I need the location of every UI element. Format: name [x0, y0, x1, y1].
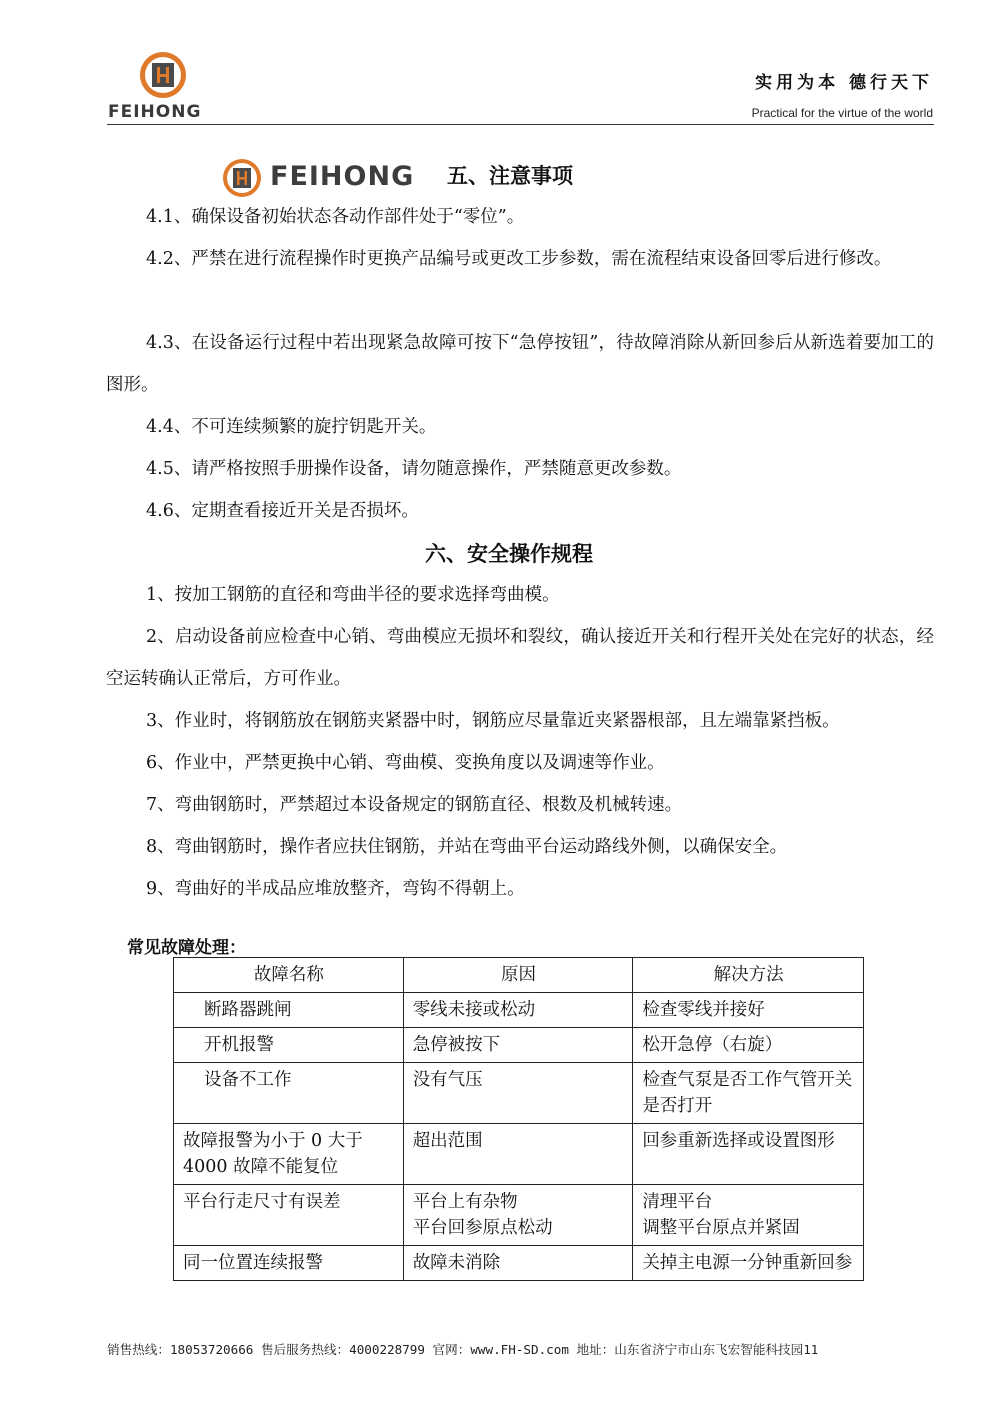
table-row: [174, 1063, 864, 1124]
section-6-item: 7、弯曲钢筋时，严禁超过本设备规定的钢筋直径、根数及机械转速。: [146, 795, 683, 815]
fault-table: [173, 957, 864, 1281]
table-row: [174, 1028, 864, 1063]
table-cell: 超出范围: [403, 1124, 633, 1185]
company-logo: [108, 48, 220, 124]
table-cell: 故障报警为小于 0 大于 4000 故障不能复位: [174, 1124, 404, 1185]
table-cell: 关掉主电源一分钟重新回参: [633, 1246, 864, 1281]
table-cell: 回参重新选择或设置图形: [633, 1124, 864, 1185]
table-cell: 平台上有杂物 平台回参原点松动: [403, 1185, 633, 1246]
fault-table-title: 常见故障处理：: [127, 938, 246, 958]
table-row: [174, 1124, 864, 1185]
table-cell: 松开急停（右旋）: [633, 1028, 864, 1063]
table-cell: 同一位置连续报警: [174, 1246, 404, 1281]
section-6-item: 8、弯曲钢筋时，操作者应扶住钢筋，并站在弯曲平台运动路线外侧，以确保安全。: [146, 837, 788, 857]
sales-hotline: 销售热线：18053720666: [107, 1342, 254, 1357]
table-cell: 故障未消除: [403, 1246, 633, 1281]
feihong-emblem-icon: [138, 50, 188, 100]
table-cell: 零线未接或松动: [403, 993, 633, 1028]
watermark-logo: [222, 158, 462, 198]
section-6-title: 六、安全操作规程: [425, 541, 593, 566]
section-5-item: 4.6、定期查看接近开关是否损坏。: [146, 501, 419, 521]
table-row: [174, 1185, 864, 1246]
section-6-item: 9、弯曲好的半成品应堆放整齐，弯钩不得朝上。: [146, 879, 525, 899]
table-cell: 清理平台 调整平台原点并紧固: [633, 1185, 864, 1246]
slogan-chinese: 实用为本 德行天下: [755, 73, 933, 93]
section-6-item: 2、启动设备前应检查中心销、弯曲模应无损坏和裂纹，确认接近开关和行程开关处在完好的状态，经空运转确认正常后，方可作业。: [106, 627, 934, 689]
table-row: [174, 1246, 864, 1281]
section-5-item: 4.3、在设备运行过程中若出现紧急故障可按下“急停按钮”，待故障消除从新回参后从新选着要加工的图形。: [106, 333, 934, 395]
slogan-english: Practical for the virtue of the world: [751, 106, 933, 120]
table-cell: 检查气泵是否工作气管开关是否打开: [633, 1063, 864, 1124]
column-header: 故障名称: [174, 958, 404, 993]
table-cell: 设备不工作: [174, 1063, 404, 1124]
feihong-emblem-icon: [222, 158, 262, 198]
column-header: 解决方法: [633, 958, 864, 993]
section-5-title: 五、注意事项: [447, 163, 573, 188]
table-cell: 开机报警: [174, 1028, 404, 1063]
section-6-item: 1、按加工钢筋的直径和弯曲半径的要求选择弯曲模。: [146, 585, 560, 605]
table-cell: 检查零线并接好: [633, 993, 864, 1028]
service-hotline: 售后服务热线：4000228799: [260, 1342, 425, 1357]
header-divider: [107, 124, 934, 125]
table-header-row: [174, 958, 864, 993]
website: 官网：www.FH-SD.com: [432, 1342, 569, 1357]
footer-contact: [107, 1339, 818, 1358]
section-5-item: 4.2、严禁在进行流程操作时更换产品编号或更改工步参数，需在流程结束设备回零后进行修改。: [146, 249, 892, 269]
section-5-item: 4.4、不可连续频繁的旋拧钥匙开关。: [146, 417, 437, 437]
section-5-item: 4.5、请严格按照手册操作设备，请勿随意操作，严禁随意更改参数。: [146, 459, 682, 479]
logo-wordmark: FEIHONG: [108, 102, 202, 122]
table-cell: 急停被按下: [403, 1028, 633, 1063]
table-cell: 断路器跳闸: [174, 993, 404, 1028]
section-6-item: 3、作业时，将钢筋放在钢筋夹紧器中时，钢筋应尽量靠近夹紧器根部，且左端靠紧挡板。: [146, 711, 840, 731]
address: 地址：山东省济宁市山东飞宏智能科技园11: [576, 1342, 819, 1357]
table-cell: 没有气压: [403, 1063, 633, 1124]
section-5-item: 4.1、确保设备初始状态各动作部件处于“零位”。: [146, 207, 525, 227]
table-row: [174, 993, 864, 1028]
section-6-item: 6、作业中，严禁更换中心销、弯曲模、变换角度以及调速等作业。: [146, 753, 665, 773]
column-header: 原因: [403, 958, 633, 993]
table-cell: 平台行走尺寸有误差: [174, 1185, 404, 1246]
watermark-wordmark: FEIHONG: [270, 161, 415, 192]
